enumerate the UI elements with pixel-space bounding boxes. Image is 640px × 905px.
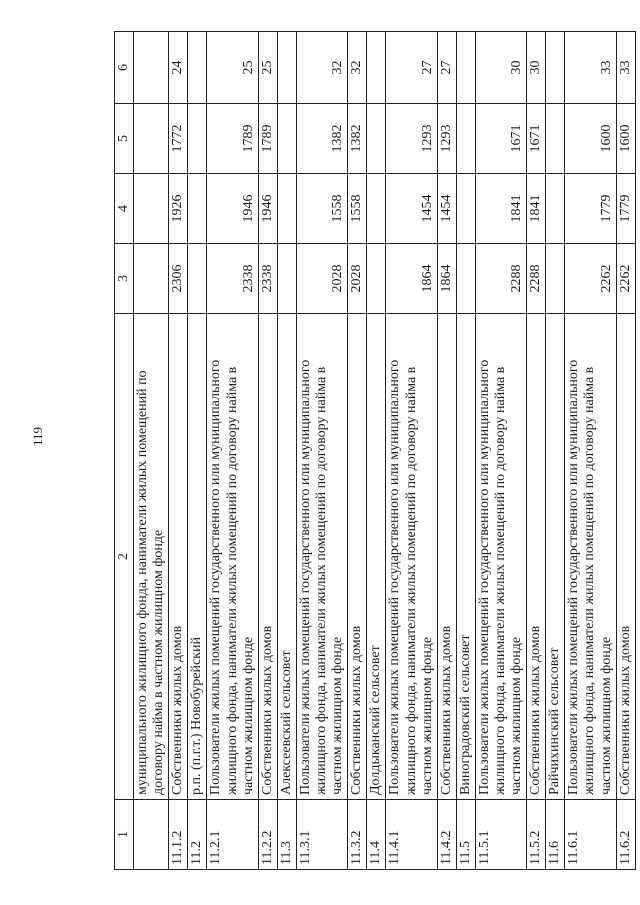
- table-row: [277, 32, 296, 870]
- row-value: 2288: [475, 244, 526, 314]
- row-value: 2338: [258, 244, 277, 314]
- row-name: Пользователи жилых помещений государственного или муниципального жилищного фонда, наниматели жилых помещений по договору найма в частном жилищном фонде: [475, 314, 526, 800]
- row-value: [546, 244, 565, 314]
- row-code: 11.2.1: [207, 800, 258, 870]
- row-value: 30: [475, 32, 526, 104]
- table-row: [437, 32, 456, 870]
- row-value: [188, 104, 207, 174]
- table-row: [258, 32, 277, 870]
- table-row: [188, 32, 207, 870]
- row-value: 2338: [207, 244, 258, 314]
- row-value: 1382: [348, 104, 367, 174]
- row-value: 32: [348, 32, 367, 104]
- row-value: [188, 32, 207, 104]
- page-number: 119: [30, 426, 45, 446]
- row-value: 1772: [169, 104, 188, 174]
- row-code: 11.4: [367, 800, 386, 870]
- row-value: [134, 32, 169, 104]
- row-value: 1382: [296, 104, 347, 174]
- row-value: 1841: [527, 174, 546, 244]
- row-value: [367, 32, 386, 104]
- row-value: [367, 174, 386, 244]
- row-code: 11.2.2: [258, 800, 277, 870]
- row-code: 11.1.2: [169, 800, 188, 870]
- row-name: Пользователи жилых помещений государственного или муниципального жилищного фонда, наниматели жилых помещений по договору найма в частном жилищном фонде: [386, 314, 437, 800]
- table-row: [565, 32, 616, 870]
- row-value: [367, 104, 386, 174]
- row-value: [546, 174, 565, 244]
- row-name: Пользователи жилых помещений государственного или муниципального жилищного фонда, наниматели жилых помещений по договору найма в частном жилищном фонде: [207, 314, 258, 800]
- row-value: [134, 244, 169, 314]
- row-name: Собственники жилых домов: [348, 314, 367, 800]
- row-code: 11.4.1: [386, 800, 437, 870]
- table-row: [616, 32, 635, 870]
- row-value: [277, 32, 296, 104]
- column-header: 1: [115, 800, 134, 870]
- table-header-row: [115, 32, 134, 870]
- row-name: Райчихинский сельсовет: [546, 314, 565, 800]
- row-value: 1454: [386, 174, 437, 244]
- row-value: 25: [207, 32, 258, 104]
- table-row: [348, 32, 367, 870]
- row-name: Долдыканский сельсовет: [367, 314, 386, 800]
- row-value: 1600: [565, 104, 616, 174]
- row-value: 32: [296, 32, 347, 104]
- row-value: 1779: [616, 174, 635, 244]
- row-value: 24: [169, 32, 188, 104]
- row-name: Алексеевский сельсовет: [277, 314, 296, 800]
- row-value: 1789: [207, 104, 258, 174]
- row-name: Виноградовский сельсовет: [456, 314, 475, 800]
- row-value: 27: [437, 32, 456, 104]
- row-value: 1779: [565, 174, 616, 244]
- table-row: [134, 32, 169, 870]
- table-row: [367, 32, 386, 870]
- table-row: [207, 32, 258, 870]
- table-row: [456, 32, 475, 870]
- row-value: [134, 104, 169, 174]
- row-value: [456, 32, 475, 104]
- row-code: 11.3: [277, 800, 296, 870]
- row-value: [188, 174, 207, 244]
- row-value: [456, 174, 475, 244]
- row-value: 1558: [296, 174, 347, 244]
- row-value: 1293: [437, 104, 456, 174]
- row-value: 33: [565, 32, 616, 104]
- row-code: 11.6.2: [616, 800, 635, 870]
- row-value: [546, 32, 565, 104]
- row-value: 1558: [348, 174, 367, 244]
- table-row: [527, 32, 546, 870]
- table-row: [296, 32, 347, 870]
- row-code: 11.3.2: [348, 800, 367, 870]
- row-value: [188, 244, 207, 314]
- tariff-table: [114, 31, 636, 870]
- row-value: [277, 174, 296, 244]
- row-code: 11.5.1: [475, 800, 526, 870]
- row-value: 1946: [258, 174, 277, 244]
- row-name: Пользователи жилых помещений государственного или муниципального жилищного фонда, наниматели жилых помещений по договору найма в частном жилищном фонде: [565, 314, 616, 800]
- row-value: 2262: [616, 244, 635, 314]
- row-code: 11.3.1: [296, 800, 347, 870]
- column-header: 4: [115, 174, 134, 244]
- row-name: Собственники жилых домов: [527, 314, 546, 800]
- row-code: 11.4.2: [437, 800, 456, 870]
- row-value: 2028: [348, 244, 367, 314]
- row-value: 1946: [207, 174, 258, 244]
- row-value: [277, 244, 296, 314]
- row-value: 1864: [386, 244, 437, 314]
- row-value: 30: [527, 32, 546, 104]
- row-value: 2306: [169, 244, 188, 314]
- row-code: [134, 800, 169, 870]
- row-value: [134, 174, 169, 244]
- row-value: 1671: [527, 104, 546, 174]
- row-name: Собственники жилых домов: [616, 314, 635, 800]
- row-name: муниципального жилищного фонда, наниматели жилых помещений по договору найма в частном жилищном фонде: [134, 314, 169, 800]
- rotated-table-wrapper: [114, 32, 633, 870]
- row-value: 2288: [527, 244, 546, 314]
- row-value: 1454: [437, 174, 456, 244]
- row-value: [546, 104, 565, 174]
- row-code: 11.6: [546, 800, 565, 870]
- row-value: 1789: [258, 104, 277, 174]
- row-value: 1926: [169, 174, 188, 244]
- row-value: 1600: [616, 104, 635, 174]
- row-code: 11.5.2: [527, 800, 546, 870]
- row-name: Собственники жилых домов: [437, 314, 456, 800]
- row-name: Собственники жилых домов: [169, 314, 188, 800]
- row-value: 1671: [475, 104, 526, 174]
- row-code: 11.2: [188, 800, 207, 870]
- row-value: [456, 104, 475, 174]
- row-name: Собственники жилых домов: [258, 314, 277, 800]
- row-value: [456, 244, 475, 314]
- row-value: 2262: [565, 244, 616, 314]
- table-row: [169, 32, 188, 870]
- row-value: 27: [386, 32, 437, 104]
- table-row: [546, 32, 565, 870]
- row-value: [277, 104, 296, 174]
- row-code: 11.5: [456, 800, 475, 870]
- row-name: Пользователи жилых помещений государственного или муниципального жилищного фонда, наниматели жилых помещений по договору найма в частном жилищном фонде: [296, 314, 347, 800]
- column-header: 5: [115, 104, 134, 174]
- table-row: [475, 32, 526, 870]
- row-value: 1864: [437, 244, 456, 314]
- column-header: 2: [115, 314, 134, 800]
- row-value: 1841: [475, 174, 526, 244]
- row-value: 25: [258, 32, 277, 104]
- row-code: 11.6.1: [565, 800, 616, 870]
- row-value: [367, 244, 386, 314]
- row-value: 1293: [386, 104, 437, 174]
- row-value: 2028: [296, 244, 347, 314]
- row-name: р.п. (п.г.т.) Новобурейский: [188, 314, 207, 800]
- column-header: 3: [115, 244, 134, 314]
- row-value: 33: [616, 32, 635, 104]
- table-row: [386, 32, 437, 870]
- column-header: 6: [115, 32, 134, 104]
